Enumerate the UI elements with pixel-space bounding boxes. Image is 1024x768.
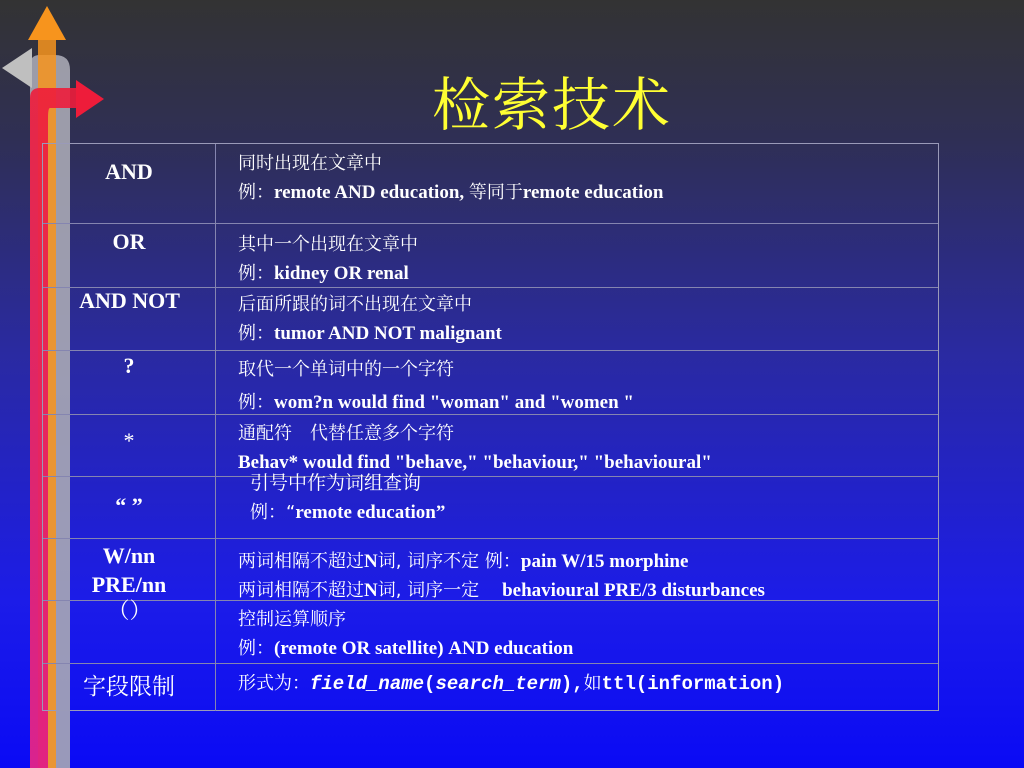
code-example: ttl(information) — [601, 673, 785, 695]
example-prefix: 例： — [238, 638, 274, 659]
key-cell — [43, 351, 216, 414]
table-row-or — [43, 223, 938, 287]
description-cell — [238, 355, 634, 417]
description-cell — [250, 469, 445, 527]
example-text: kidney OR renal — [274, 263, 409, 284]
description-cell — [238, 669, 784, 699]
example-prefix: 例：“ — [250, 502, 296, 523]
example-text: pain W/15 morphine — [520, 551, 689, 572]
operator-label: OR — [112, 229, 146, 254]
grey-arrow-head — [2, 48, 32, 88]
description-cjk: 词, 词序一定 — [377, 580, 503, 601]
key-cell — [43, 596, 216, 658]
example-text: wom?n would find "woman" and "women " — [274, 392, 634, 413]
key-cell — [43, 477, 216, 538]
operator-label: ? — [123, 353, 135, 378]
description-cjk: 词, 词序不定 例： — [377, 551, 521, 572]
description-line: 其中一个出现在文章中 — [238, 234, 418, 255]
key-cell — [43, 286, 216, 348]
key-cell — [43, 539, 216, 600]
example-text: remote AND education, — [274, 182, 469, 203]
orange-arrow-head — [28, 6, 66, 40]
example-prefix: 例： — [238, 263, 274, 284]
code-search-term: search_term — [435, 673, 561, 695]
operators-table — [42, 143, 939, 711]
description-line: 引号中作为词组查询 — [250, 472, 422, 494]
key-cell — [43, 144, 216, 223]
operator-label: 字段限制 — [83, 674, 175, 700]
operator-label: W/nn — [102, 543, 156, 568]
example-text: tumor AND NOT malignant — [274, 323, 502, 344]
table-row-asterisk — [43, 414, 938, 476]
description-line: 控制运算顺序 — [238, 609, 346, 630]
description-cell — [238, 290, 502, 348]
operator-label: AND — [105, 159, 153, 184]
description-cjk: 如 — [583, 673, 602, 694]
example-text: Behav* would find "behave," "behaviour," "behavioural" — [238, 452, 712, 473]
description-cjk: 两词相隔不超过 — [238, 580, 364, 601]
example-prefix: 例： — [238, 323, 274, 344]
code-paren: ( — [424, 673, 436, 695]
key-cell — [43, 415, 216, 476]
example-tail: remote education — [522, 182, 664, 203]
table-row-question — [43, 350, 938, 414]
description-cell — [238, 230, 418, 288]
key-cell — [43, 664, 216, 711]
slide-title: 检索技术 — [431, 71, 672, 139]
table-row-parentheses — [43, 600, 938, 663]
description-line: 取代一个单词中的一个字符 — [238, 359, 454, 380]
description-line: 通配符 代替任意多个字符 — [238, 423, 454, 444]
description-line: 同时出现在文章中 — [238, 153, 382, 174]
table-row-proximity — [43, 538, 938, 600]
example-text: remote education” — [295, 502, 446, 523]
description-cell — [238, 149, 663, 207]
operator-label: “ ” — [115, 493, 143, 518]
operator-label: PRE/nn — [91, 572, 167, 597]
code-field-name: field_name — [310, 673, 425, 695]
description-cell — [238, 605, 573, 663]
table-row-and — [43, 144, 938, 223]
description-cjk: 两词相隔不超过 — [238, 551, 364, 572]
description-cjk: 形式为： — [238, 673, 310, 694]
description-line: 后面所跟的词不出现在文章中 — [238, 294, 472, 315]
table-row-field-limit — [43, 663, 938, 711]
description-cell — [238, 547, 765, 605]
code-paren: ), — [560, 673, 584, 695]
example-prefix: 例： — [238, 392, 274, 413]
operator-label: （） — [107, 598, 152, 623]
key-cell — [43, 224, 216, 287]
example-cjk: 等同于 — [468, 182, 523, 203]
operator-label: * — [123, 428, 135, 453]
table-row-quotes — [43, 472, 938, 538]
example-text: behavioural PRE/3 disturbances — [502, 580, 765, 601]
example-text: (remote OR satellite) AND education — [274, 638, 574, 659]
operator-label: AND NOT — [79, 288, 180, 313]
description-n: N — [364, 580, 378, 601]
example-prefix: 例： — [238, 182, 274, 203]
description-n: N — [364, 551, 378, 572]
table-row-and-not — [43, 287, 938, 350]
